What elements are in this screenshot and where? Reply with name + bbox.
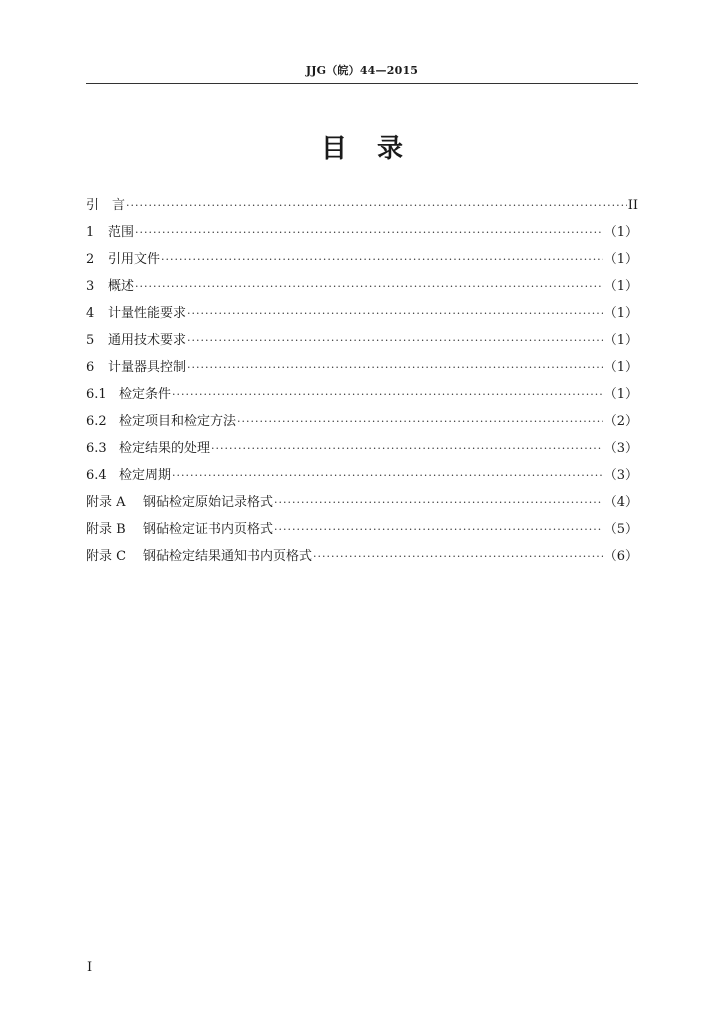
dot-leader — [313, 550, 603, 563]
toc-entry-2[interactable] — [86, 248, 638, 275]
toc-page: II — [627, 198, 638, 213]
toc-entry-appendix-b[interactable] — [86, 518, 638, 545]
toc-number: 6.1 — [86, 387, 107, 402]
toc-page: （1） — [603, 387, 638, 402]
toc-number: 6 — [86, 360, 95, 375]
dot-leader — [274, 523, 603, 536]
toc-entry-4[interactable] — [86, 302, 638, 329]
toc-label: 钢砧检定结果通知书内页格式 — [143, 549, 313, 564]
toc-entry-appendix-c[interactable] — [86, 545, 638, 572]
dot-leader — [187, 307, 603, 320]
toc-page: （2） — [603, 414, 638, 429]
dot-leader — [274, 496, 603, 509]
toc-entry-6[interactable] — [86, 356, 638, 383]
toc-number: 3 — [86, 279, 95, 294]
dot-leader — [172, 469, 603, 482]
toc-entry-6-4[interactable] — [86, 464, 638, 491]
toc-page: （1） — [603, 360, 638, 375]
toc-entry-6-2[interactable] — [86, 410, 638, 437]
toc-entry-3[interactable] — [86, 275, 638, 302]
toc-number: 6.4 — [86, 468, 107, 483]
dot-leader — [126, 199, 627, 212]
dot-leader — [135, 280, 603, 293]
toc-entry-6-1[interactable] — [86, 383, 638, 410]
toc-page: （3） — [603, 441, 638, 456]
toc-page: （1） — [603, 252, 638, 267]
toc-page: （4） — [603, 495, 638, 510]
toc-label: 范围 — [108, 225, 135, 240]
toc-label: 引 言 — [86, 198, 126, 213]
toc-number: 附录 B — [86, 522, 126, 537]
toc-label: 检定项目和检定方法 — [119, 414, 237, 429]
toc-label: 通用技术要求 — [108, 333, 187, 348]
toc-page: （1） — [603, 225, 638, 240]
toc-label: 检定周期 — [119, 468, 172, 483]
toc-label: 检定结果的处理 — [119, 441, 211, 456]
toc-number: 附录 C — [86, 549, 127, 564]
toc-label: 计量器具控制 — [108, 360, 187, 375]
dot-leader — [237, 415, 603, 428]
toc-number: 2 — [86, 252, 95, 267]
toc-number: 6.3 — [86, 441, 107, 456]
toc-page: （1） — [603, 279, 638, 294]
toc-label: 计量性能要求 — [108, 306, 187, 321]
toc-page: （1） — [603, 333, 638, 348]
toc-label: 检定条件 — [119, 387, 172, 402]
toc-number: 1 — [86, 225, 95, 240]
dot-leader — [172, 388, 603, 401]
toc-page: （1） — [603, 306, 638, 321]
running-header: JJG（皖）44—2015 — [305, 64, 419, 77]
toc-entry-6-3[interactable] — [86, 437, 638, 464]
toc-label: 概述 — [108, 279, 135, 294]
dot-leader — [135, 226, 603, 239]
toc-page: （5） — [603, 522, 638, 537]
toc-number: 4 — [86, 306, 95, 321]
toc-label: 钢砧检定证书内页格式 — [143, 522, 274, 537]
dot-leader — [211, 442, 603, 455]
page-number: I — [87, 960, 93, 975]
toc-page: （6） — [603, 549, 638, 564]
toc-entry-5[interactable] — [86, 329, 638, 356]
toc-label: 钢砧检定原始记录格式 — [143, 495, 274, 510]
toc-number: 6.2 — [86, 414, 107, 429]
toc-entry-intro[interactable] — [86, 194, 638, 221]
header-rule — [86, 83, 638, 84]
toc-entry-1[interactable] — [86, 221, 638, 248]
toc-number: 附录 A — [86, 495, 126, 510]
toc-label: 引用文件 — [108, 252, 161, 267]
page-title: 目录 — [320, 134, 433, 164]
toc-page: （3） — [603, 468, 638, 483]
dot-leader — [187, 361, 603, 374]
toc-entry-appendix-a[interactable] — [86, 491, 638, 518]
table-of-contents — [86, 194, 638, 572]
toc-number: 5 — [86, 333, 95, 348]
dot-leader — [161, 253, 603, 266]
dot-leader — [187, 334, 603, 347]
